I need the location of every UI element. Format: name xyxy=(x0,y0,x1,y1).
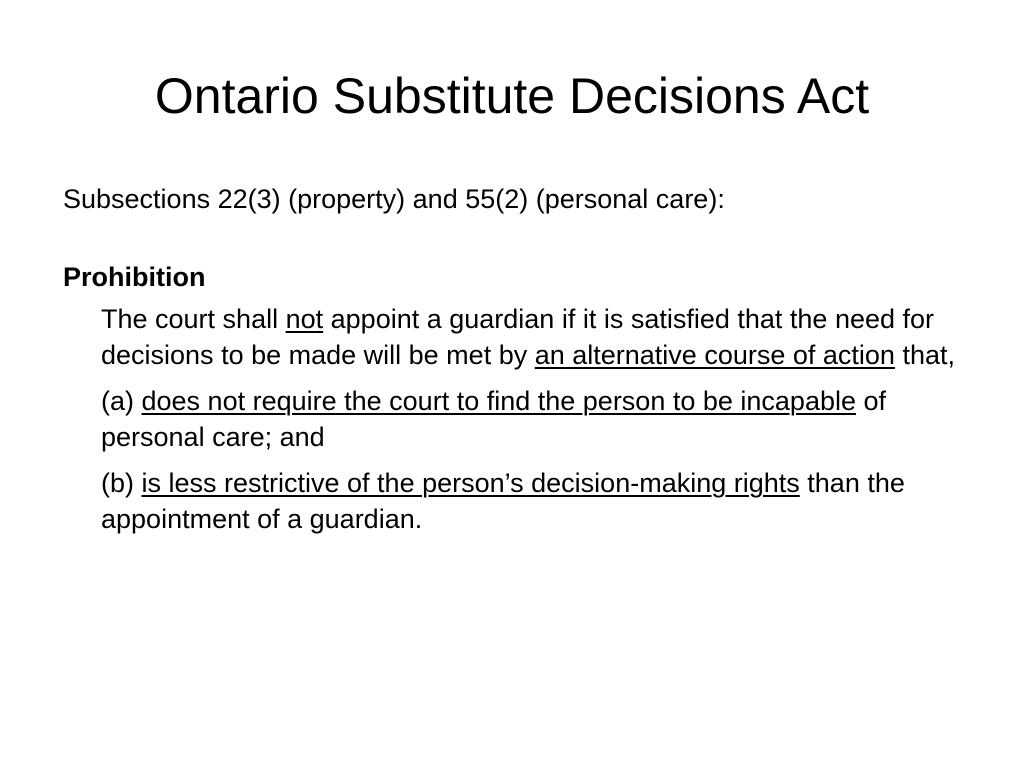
paragraph-text-2: appoint a guardian if it is satisfied that the need for decisions to be made will be met by xyxy=(101,304,935,370)
prohibition-heading: Prohibition xyxy=(63,262,206,292)
clause-b-text: than the appointment of a guardian. xyxy=(101,468,905,534)
paragraph-text-1: The court shall xyxy=(101,304,286,334)
prohibition-paragraph xyxy=(101,301,981,373)
clause-b-emphasis: is less restrictive of the person’s decision-making rights xyxy=(141,468,800,498)
slide-title: Ontario Substitute Decisions Act xyxy=(154,68,870,124)
clause-a-text: of personal care; and xyxy=(101,386,887,452)
emphasis-alternative-course: an alternative course of action xyxy=(534,340,895,370)
emphasis-not: not xyxy=(285,304,324,334)
clause-a-emphasis: does not require the court to find the person to be incapable xyxy=(141,386,856,416)
clause-b-prefix: (b) xyxy=(101,468,142,498)
clause-a xyxy=(101,383,981,455)
clause-b xyxy=(101,465,981,537)
paragraph-text-3: that, xyxy=(894,340,955,370)
slide-body xyxy=(63,181,983,537)
subsections-intro: Subsections 22(3) (property) and 55(2) (personal care): xyxy=(63,184,725,214)
clause-a-prefix: (a) xyxy=(101,386,142,416)
